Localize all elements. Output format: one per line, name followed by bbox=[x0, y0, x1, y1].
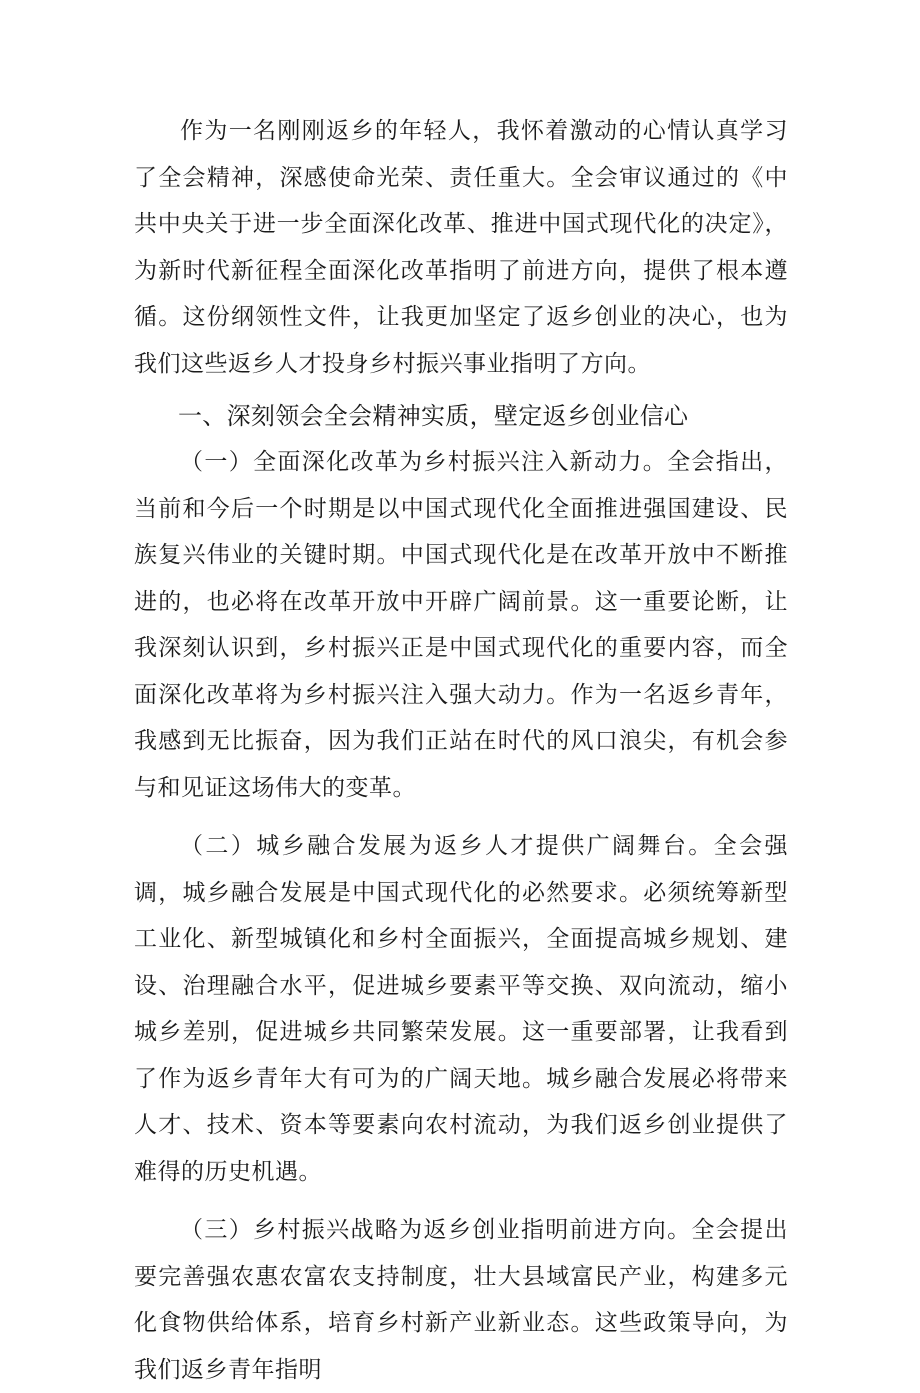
document-page bbox=[134, 108, 788, 1393]
body-paragraph-3: （三）乡村振兴战略为返乡创业指明前进方向。全会提出要完善强农惠农富农支持制度，壮大县域富民产业，构建多元化食物供给体系，培育乡村新产业新业态。这些政策导向，为我们返乡青年指明 bbox=[134, 1217, 788, 1383]
intro-paragraph: 作为一名刚刚返乡的年轻人，我怀着激动的心情认真学习了全会精神，深感使命光荣、责任重大。全会审议通过的《中共中央关于进一步全面深化改革、推进中国式现代化的决定》，为新时代新征程全面深化改革指明了前进方向，提供了根本遵循。这份纲领性文件，让我更加坚定了返乡创业的决心，也为我们这些返乡人才投身乡村振兴事业指明了方向。 bbox=[134, 118, 788, 377]
body-paragraph-1: （一）全面深化改革为乡村振兴注入新动力。全会指出，当前和今后一个时期是以中国式现代化全面推进强国建设、民族复兴伟业的关键时期。中国式现代化是在改革开放中不断推进的，也必将在改革开放中开辟广阔前景。这一重要论断，让我深刻认识到，乡村振兴正是中国式现代化的重要内容，而全面深化改革将为乡村振兴注入强大动力。作为一名返乡青年，我感到无比振奋，因为我们正站在时代的风口浪尖，有机会参与和见证这场伟大的变革。 bbox=[134, 449, 788, 801]
body-paragraph-2: （二）城乡融合发展为返乡人才提供广阔舞台。全会强调，城乡融合发展是中国式现代化的必然要求。必须统筹新型工业化、新型城镇化和乡村全面振兴，全面提高城乡规划、建设、治理融合水平，促进城乡要素平等交换、双向流动，缩小城乡差别，促进城乡共同繁荣发展。这一重要部署，让我看到了作为返乡青年大有可为的广阔天地。城乡融合发展必将带来人才、技术、资本等要素向农村流动，为我们返乡创业提供了难得的历史机遇。 bbox=[134, 833, 788, 1185]
section-heading: 一、深刻领会全会精神实质，壁定返乡创业信心 bbox=[178, 402, 689, 430]
